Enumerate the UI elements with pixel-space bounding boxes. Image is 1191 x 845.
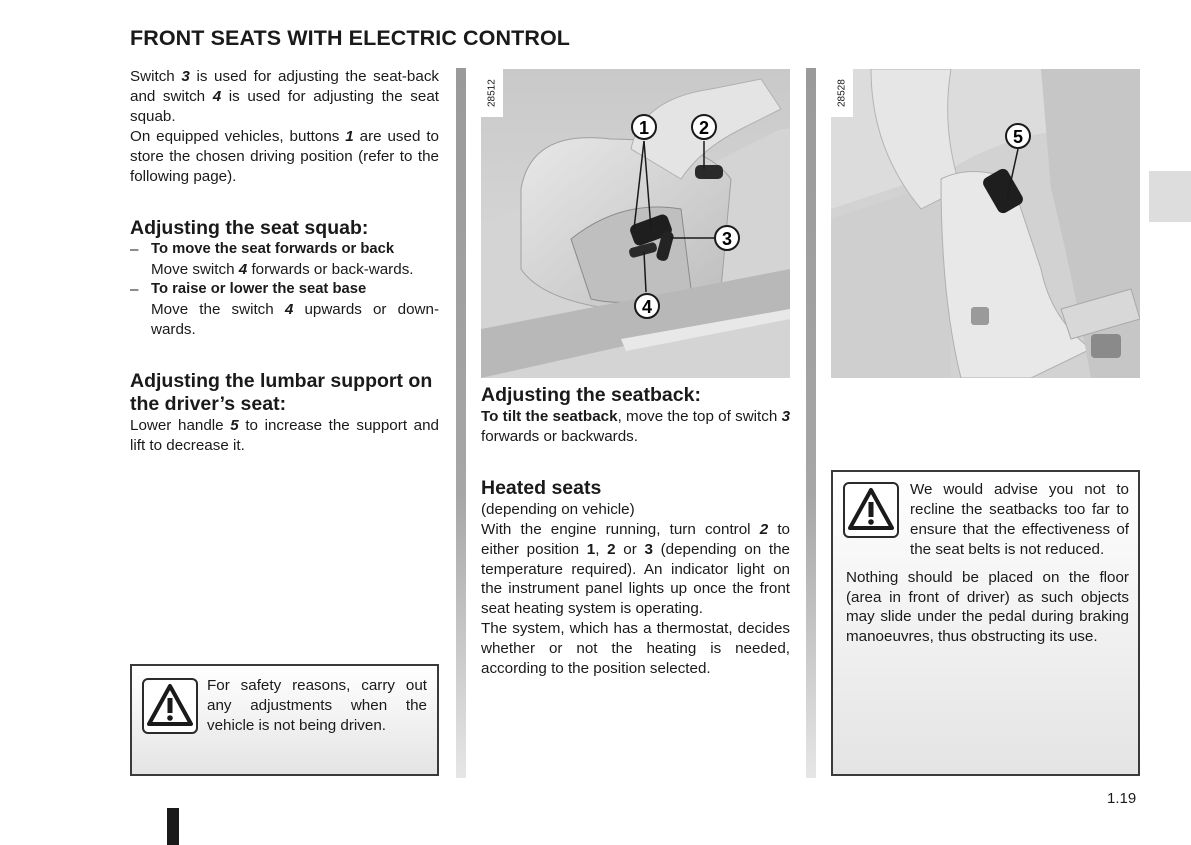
svg-text:5: 5 <box>1012 127 1024 147</box>
heated-seats-paragraph-1: With the engine running, turn control 2 to either position 1, 2 or 3 (depending on the temperature required). An indicator light on the instrument panel lights up once the front seat heating system is operating. <box>481 520 790 618</box>
callout-3 <box>715 226 739 250</box>
squab-item-2: – To raise or lower the seat base Move the switch 4 upwards or down-wards. <box>130 281 439 339</box>
heated-seats-subtitle: (depending on vehicle) <box>481 500 635 518</box>
floor-warning-text: Nothing should be placed on the floor (area in front of driver) as such objects may slide under the pedal during braking manoeuvres, thus obstructing its use. <box>846 568 1129 646</box>
squab-heading: Adjusting the seat squab: <box>130 217 369 240</box>
svg-text:1: 1 <box>638 118 650 138</box>
recline-warning-text: We would advise you not to recline the seatbacks too far to ensure that the effectiveness of the seat belts is not reduced. <box>910 481 1129 558</box>
squab-item-1-text: Move switch 4 forwards or back-wards. <box>151 261 414 279</box>
seat-controls-photo <box>481 69 790 378</box>
intro-paragraph-2: On equipped vehicles, buttons 1 are used to store the chosen driving position (refer to the following page). <box>130 127 439 185</box>
recline-warning-box <box>831 470 1140 776</box>
callout-4 <box>635 294 659 318</box>
column-left <box>130 67 439 456</box>
margin-bar <box>167 808 179 845</box>
column-middle <box>481 384 790 679</box>
photo-reference-number: 28512 <box>481 69 503 117</box>
svg-text:3: 3 <box>721 229 733 249</box>
callout-1 <box>632 115 656 139</box>
lumbar-text: Lower handle 5 to increase the support and lift to decrease it. <box>130 416 439 454</box>
heated-seats-paragraph-2: The system, which has a thermostat, decides whether or not the heating is needed, according to the position selected. <box>481 620 790 678</box>
page-number: 1.19 <box>1107 790 1137 807</box>
callout-2 <box>692 115 716 139</box>
seatback-heading: Adjusting the seatback: <box>481 384 701 406</box>
section-tab <box>1149 171 1191 222</box>
safety-warning-text: For safety reasons, carry out any adjustments when the vehicle is not being driven. <box>207 677 427 734</box>
squab-item-2-text: Move the switch 4 upwards or down-wards. <box>151 301 439 339</box>
heated-seats-heading: Heated seats <box>481 476 602 499</box>
column-separator <box>456 68 466 778</box>
lumbar-heading: Adjusting the lumbar support on the driver’s seat: <box>130 369 433 415</box>
squab-item-1-title: To move the seat forwards or back <box>151 241 395 258</box>
svg-text:4: 4 <box>641 297 653 317</box>
warning-triangle-icon <box>142 678 198 734</box>
squab-item-1: – To move the seat forwards or back Move switch 4 forwards or back-wards. <box>130 240 439 280</box>
photo-reference-number: 28528 <box>831 69 853 117</box>
intro-paragraph: Switch 3 is used for adjusting the seat-back and switch 4 is used for adjusting the seat squab. <box>130 68 440 125</box>
column-separator <box>806 68 816 778</box>
safety-warning-box <box>130 664 439 776</box>
squab-item-2-title: To raise or lower the seat base <box>151 281 367 298</box>
svg-text:2: 2 <box>698 118 710 138</box>
callout-5 <box>1006 124 1030 148</box>
page-title: FRONT SEATS WITH ELECTRIC CONTROL <box>130 26 571 50</box>
lumbar-handle-photo <box>831 69 1140 378</box>
seatback-text: To tilt the seatback, move the top of switch 3 forwards or backwards. <box>481 408 791 445</box>
